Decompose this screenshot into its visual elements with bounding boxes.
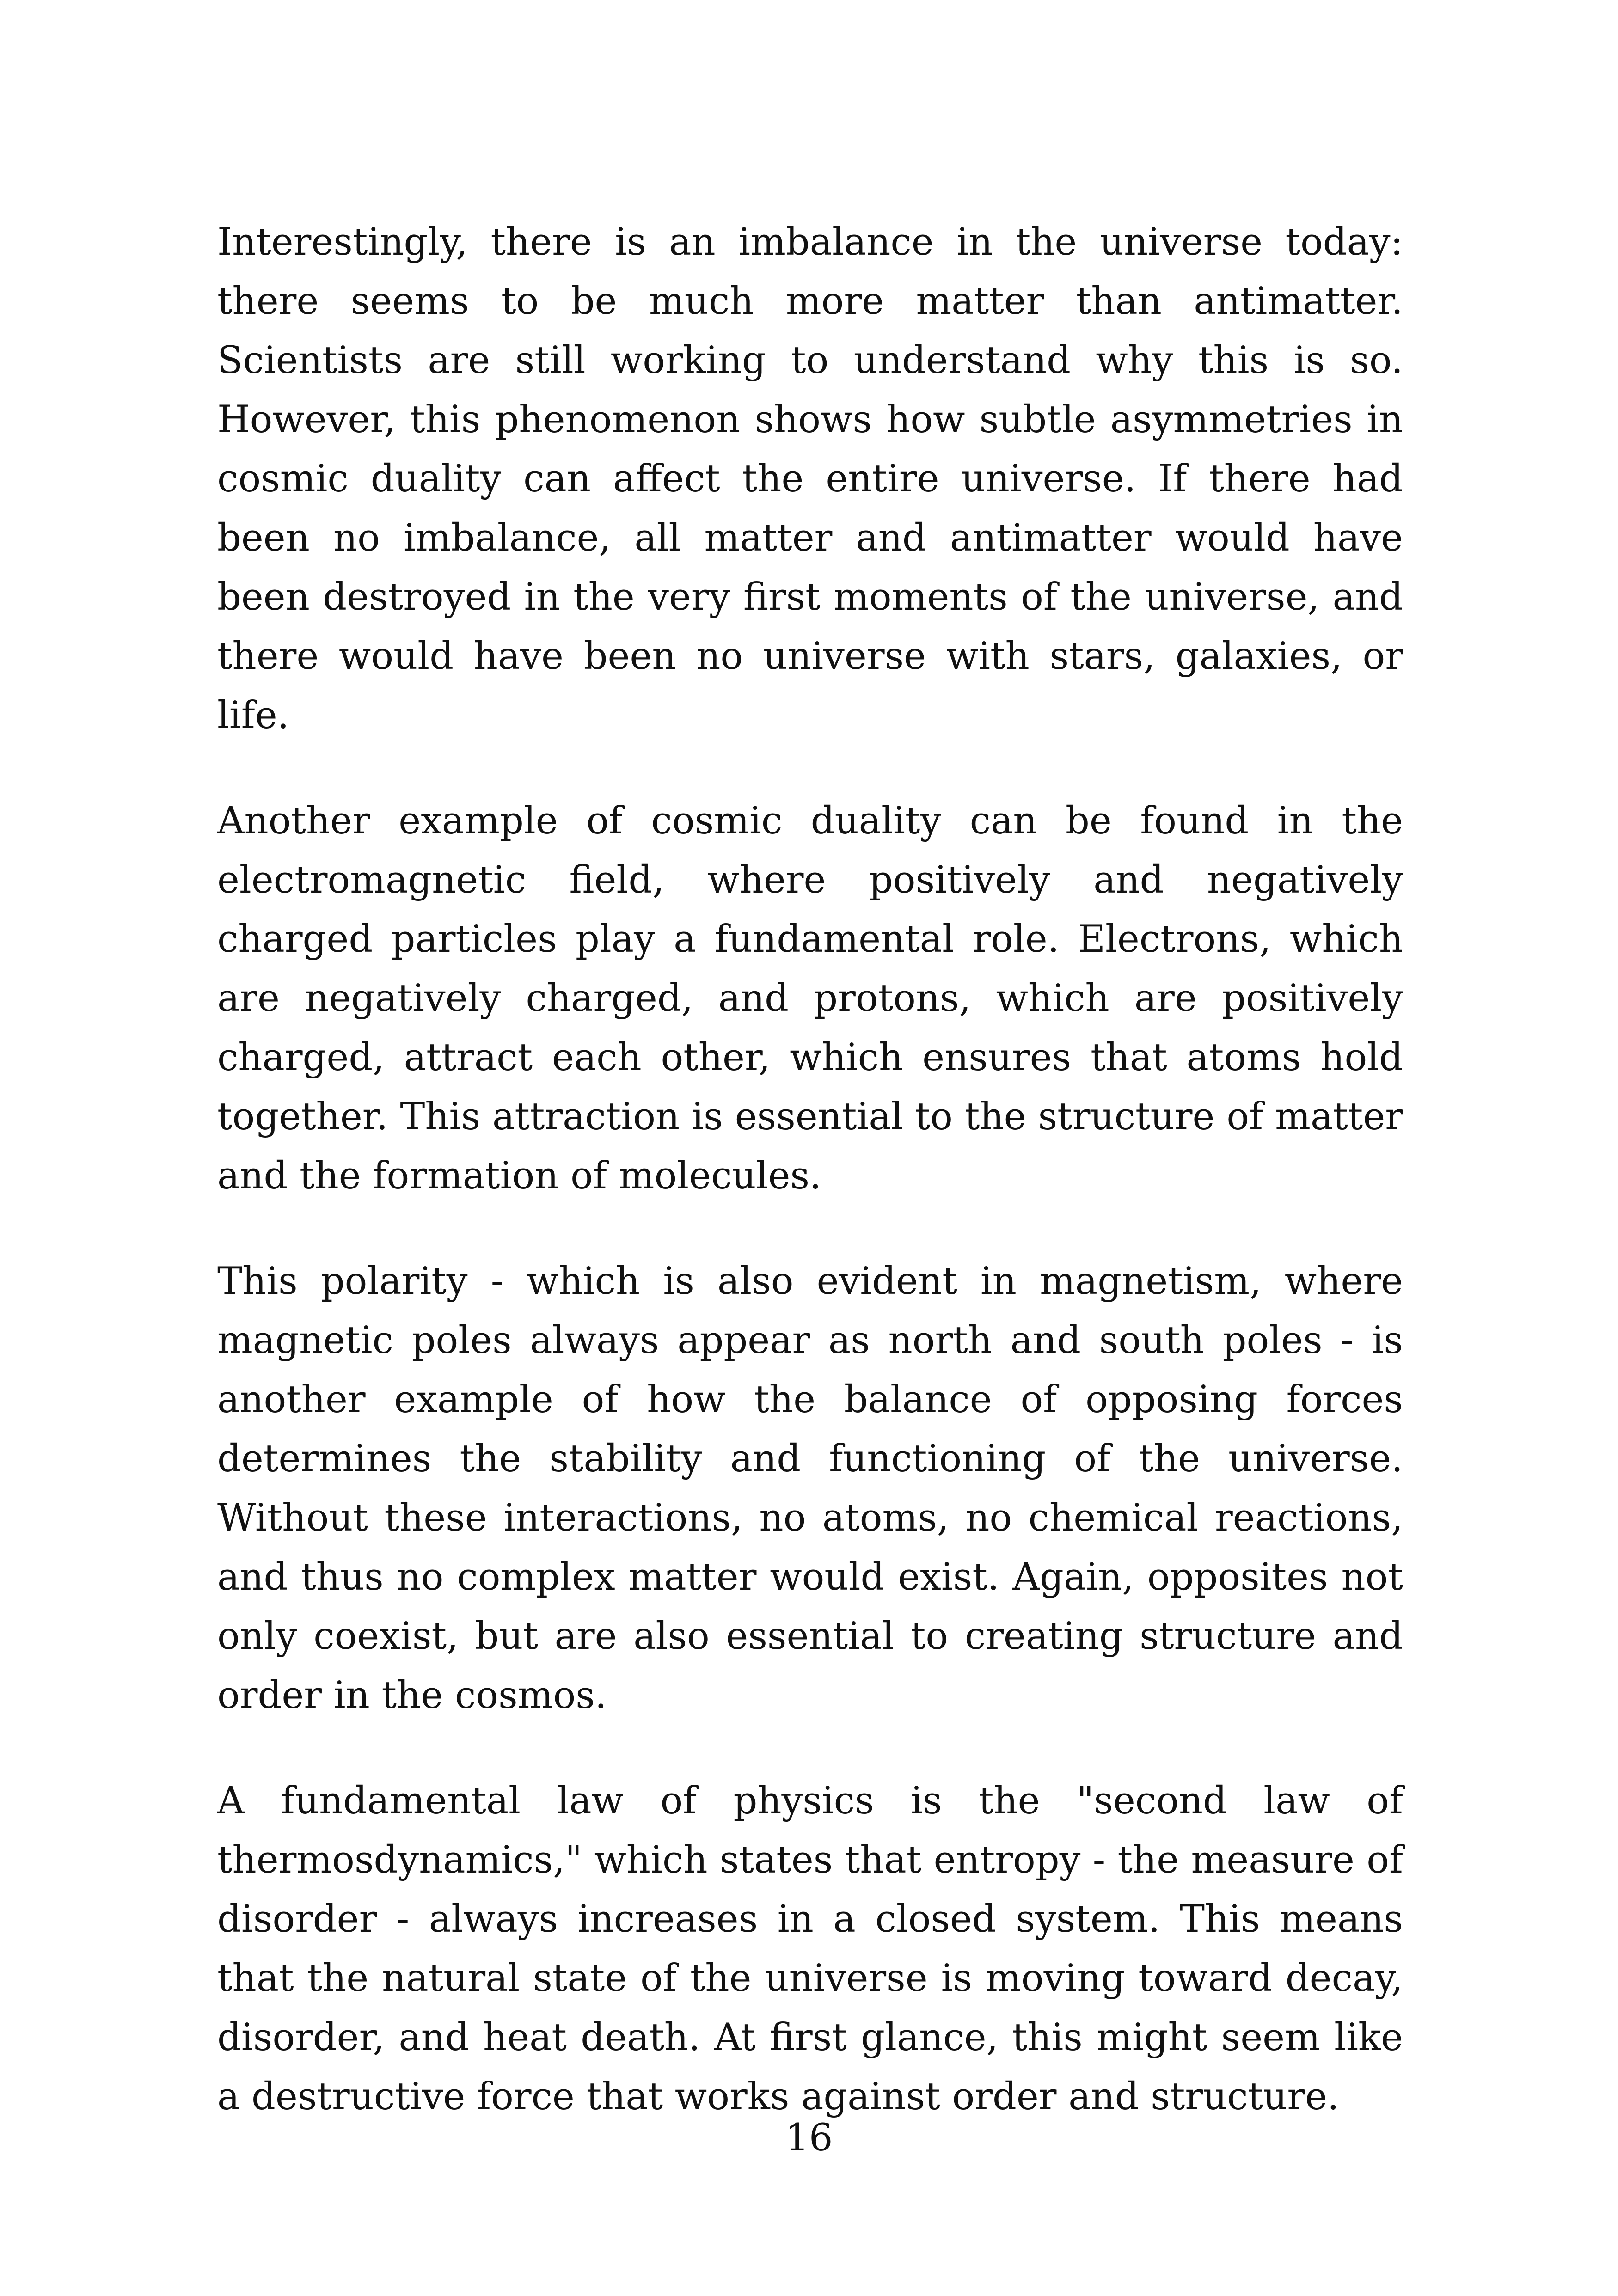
body-text xyxy=(217,213,1403,2126)
paragraph-matter-antimatter: Interestingly, there is an imbalance in the universe today: there seems to be much more matter than antimatter. Scientists are still working to understand why this is so. However, this phenomenon shows how subtle asymmetries in cosmic duality can affect the entire universe. If there had been no imbalance, all matter and antimatter would have been destroyed in the very first moments of the universe, and there would have been no universe with stars, galaxies, or life. xyxy=(217,220,1403,737)
page-number: 16 xyxy=(785,2116,833,2160)
paragraph-polarity: This polarity - which is also evident in magnetism, where magnetic poles always appear as north and south poles - is another example of how the balance of opposing forces determines the stability and functioning of the universe. Without these interactions, no atoms, no chemical reactions, and thus no complex matter would exist. Again, opposites not only coexist, but are also essential to creating structure and order in the cosmos. xyxy=(217,1260,1403,1717)
paragraph-electromagnetic-field: Another example of cosmic duality can be found in the electromagnetic field, where positively and negatively charged particles play a fundamental role. Electrons, which are negatively charged, and protons, which are positively charged, attract each other, which ensures that atoms hold together. This attraction is essential to the structure of matter and the formation of molecules. xyxy=(217,799,1403,1198)
paragraph-thermodynamics: A fundamental law of physics is the "second law of thermosdynamics," which states that entropy - the measure of disorder - always increases in a closed system. This means that the natural state of the universe is moving toward decay, disorder, and heat death. At first glance, this might seem like a destructive force that works against order and structure. xyxy=(217,1779,1403,2118)
